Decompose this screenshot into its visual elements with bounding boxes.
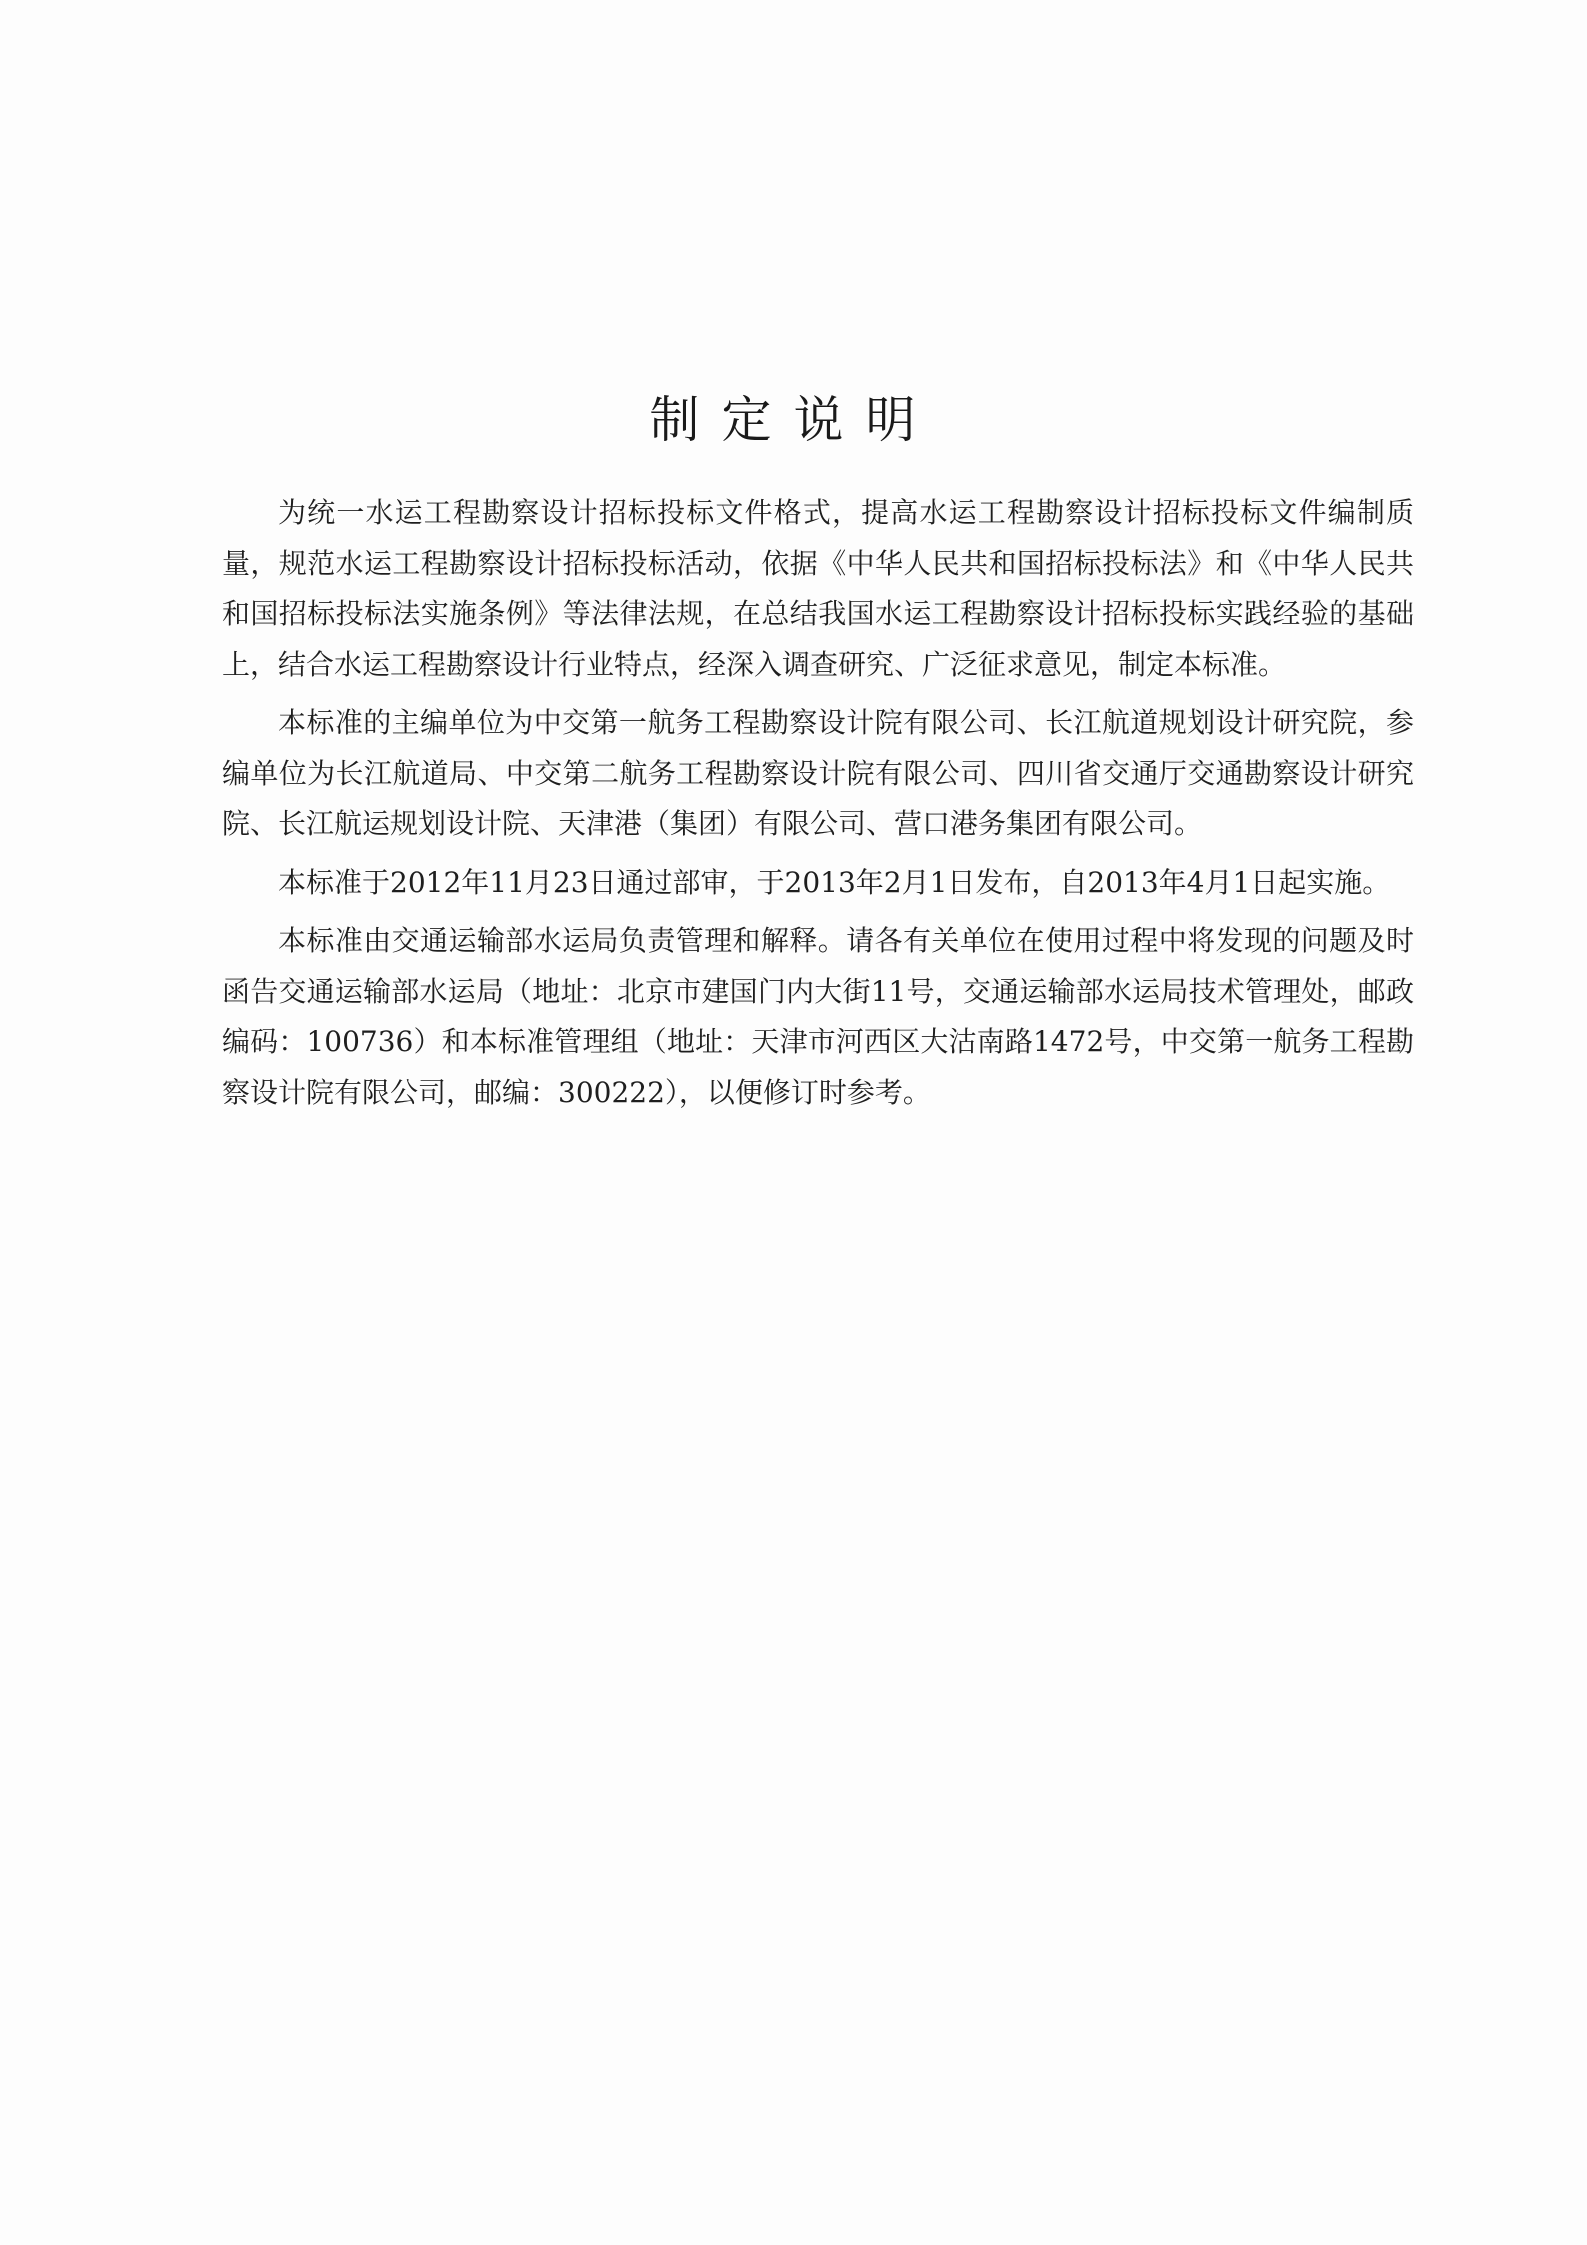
paragraph-purpose: 为统一水运工程勘察设计招标投标文件格式，提高水运工程勘察设计招标投标文件编制质量，规范水运工程勘察设计招标投标活动，依据《中华人民共和国招标投标法》和《中华人民共和国招标投标法实施条例》等法律法规，在总结我国水运工程勘察设计招标投标实践经验的基础上，结合水运工程勘察设计行业特点，经深入调查研究、广泛征求意见，制定本标准。	[222, 496, 1414, 681]
paragraph-editors: 本标准的主编单位为中交第一航务工程勘察设计院有限公司、长江航道规划设计研究院，参编单位为长江航道局、中交第二航务工程勘察设计院有限公司、四川省交通厅交通勘察设计研究院、长江航运规划设计院、天津港（集团）有限公司、营口港务集团有限公司。	[222, 706, 1414, 840]
document-body	[222, 488, 1414, 1126]
paragraph-dates: 本标准于2012年11月23日通过部审，于2013年2月1日发布，自2013年4月1日起实施。	[278, 865, 1391, 899]
page-title: 制定说明	[649, 391, 938, 449]
paragraph-management: 本标准由交通运输部水运局负责管理和解释。请各有关单位在使用过程中将发现的问题及时函告交通运输部水运局（地址：北京市建国门内大街11号，交通运输部水运局技术管理处，邮政编码：100736）和本标准管理组（地址：天津市河西区大沽南路1472号，中交第一航务工程勘察设计院有限公司，邮编：300222），以便修订时参考。	[222, 924, 1414, 1109]
